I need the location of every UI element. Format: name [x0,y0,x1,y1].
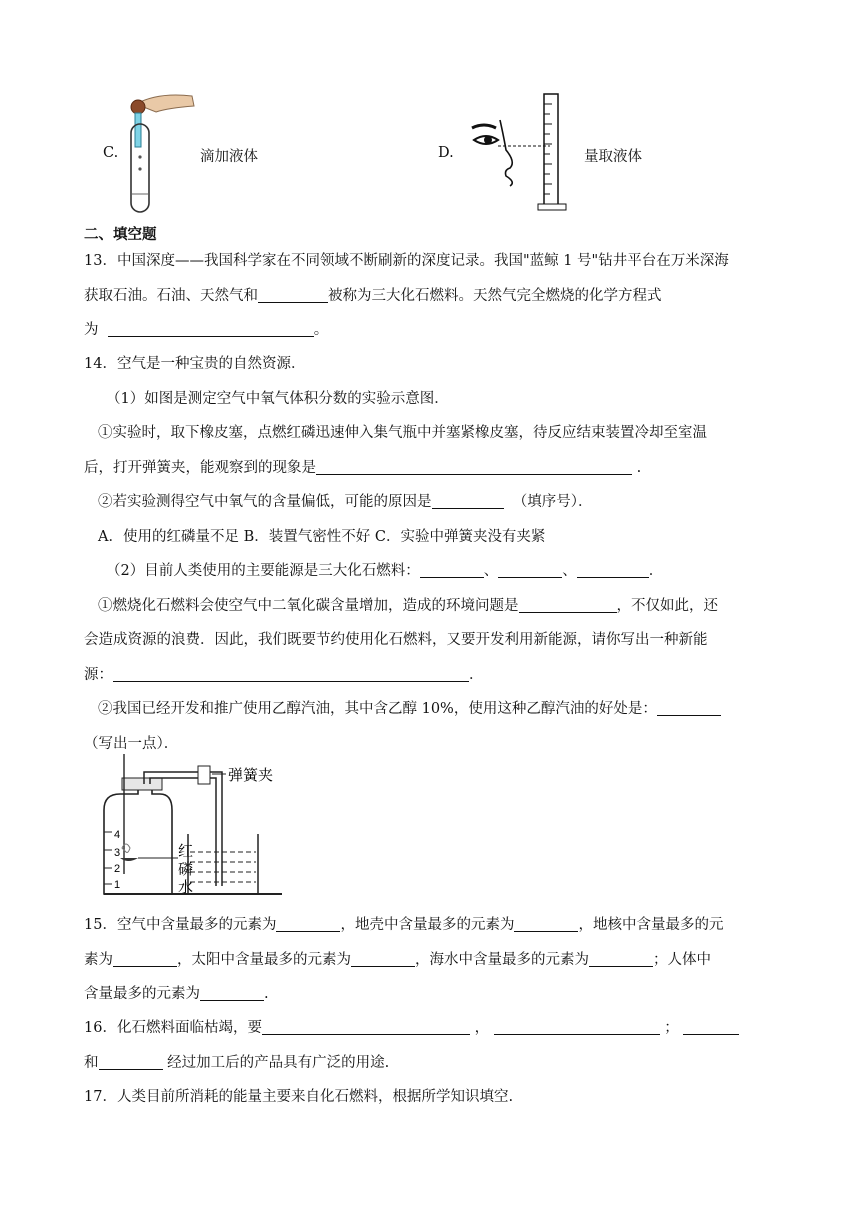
q13-line-3: 为 。 [84,313,784,348]
answer-blank[interactable] [432,491,504,509]
q14-line-2: （1）如图是测定空气中氧气体积分数的实验示意图． [106,390,449,407]
q14-line-10: 源： ． [84,658,784,693]
answer-blank[interactable] [589,949,653,967]
scale-mark: 2 [114,863,121,875]
section-title: 二、填空题 [84,227,157,243]
q14-line-6: A．使用的红磷量不足 B．装置气密性不好 C．实验中弹簧夹没有夹紧 [98,528,546,545]
answer-blank[interactable] [514,914,578,932]
answer-blank[interactable] [258,285,328,303]
q14-line-4: 后，打开弹簧夹，能观察到的现象是 . [84,451,784,486]
water-label: 水 [178,878,194,896]
q14-line-3: ①实验时，取下橡皮塞，点燃红磷迅速伸入集气瓶中并塞紧橡皮塞，待反应结束装置冷却至室温 [98,425,707,441]
eye-graduated-cylinder-figure [466,90,578,216]
clamp-label: 弹簧夹 [228,766,274,784]
q14-line-9: 会造成资源的浪费．因此，我们既要节约使用化石燃料，又要开发利用新能源，请你写出一种新能 [84,632,708,648]
q16-line-1: 16．化石燃料面临枯竭，要 ， ； [84,1011,784,1046]
q14-line-8: ①燃烧化石燃料会使空气中二氧化碳含量增加，造成的环境问题是 ，不仅如此，还 [84,589,784,624]
answer-blank[interactable] [420,560,484,578]
q14-line-1: 14．空气是一种宝贵的自然资源． [84,356,306,372]
question-13 [84,244,784,348]
answer-blank[interactable] [99,1052,163,1070]
answer-blank[interactable] [577,560,649,578]
question-14 [84,347,784,761]
answer-blank[interactable] [519,595,617,613]
dropper-test-tube-figure [118,94,200,216]
answer-blank[interactable] [276,914,340,932]
q13-line-1: 13．中国深度——我国科学家在不同领域不断刷新的深度记录。我国"蓝鲸 1 号"钻井平台在万米深海 [84,253,729,269]
answer-blank[interactable] [498,560,562,578]
red-label: 红 [178,842,194,860]
q17-line-1: 17．人类目前所消耗的能量主要来自化石燃料，根据所学知识填空. [84,1089,514,1105]
option-d-caption: 量取液体 [584,149,642,165]
q15-line-3: 含量最多的元素为 . [84,977,784,1012]
q14-line-12: （写出一点）． [84,735,179,752]
answer-blank[interactable] [262,1017,470,1035]
answer-blank[interactable] [108,319,314,337]
answer-blank[interactable] [351,949,415,967]
question-16 [84,1011,784,1080]
scale-mark: 1 [114,879,121,891]
option-c-caption: 滴加液体 [200,149,258,165]
option-d-letter: D. [438,145,454,161]
q14-line-7: （2）目前人类使用的主要能源是三大化石燃料： 、 、 ． [84,554,784,589]
q13-line-2: 获取石油。石油、天然气和 被称为三大化石燃料。天然气完全燃烧的化学方程式 [84,279,784,314]
q14-line-11: ②我国已经开发和推广使用乙醇汽油，其中含乙醇 10%，使用这种乙醇汽油的好处是： [84,692,784,727]
answer-blank[interactable] [657,698,721,716]
scale-mark: 3 [114,847,121,859]
q15-line-1: 15．空气中含量最多的元素为 ，地壳中含量最多的元素为 ，地核中含量最多的元 [84,908,784,943]
answer-blank[interactable] [113,664,469,682]
option-c-letter: C. [103,145,119,161]
q15-line-2: 素为 ，太阳中含量最多的元素为 ，海水中含量最多的元素为 ；人体中 [84,943,784,978]
phosphorus-label: 磷 [178,860,194,878]
answer-blank[interactable] [200,983,264,1001]
answer-blank[interactable] [683,1017,739,1035]
answer-blank[interactable] [316,457,632,475]
scale-mark: 4 [114,829,121,841]
question-17 [84,1080,784,1115]
q16-line-2: 和 经过加工后的产品具有广泛的用途. [84,1046,784,1081]
question-15 [84,908,784,1012]
answer-blank[interactable] [113,949,177,967]
red-phosphorus-apparatus-figure [98,754,318,904]
q14-line-5: ②若实验测得空气中氧气的含量偏低，可能的原因是 （填序号）． [84,485,784,520]
answer-blank[interactable] [494,1017,660,1035]
